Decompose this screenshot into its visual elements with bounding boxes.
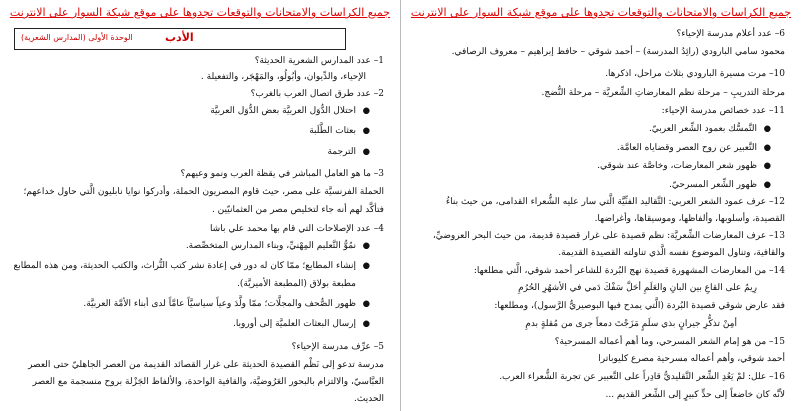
left-text-line: مطبعة بولاق (المطبعة الأميريَّة).	[237, 279, 356, 289]
bullet-icon: ●	[763, 180, 771, 190]
left-text-line: مدرسة تدعو إلى نَظْم القصيدة الحديثة على غرار القصائد القديمة من العصر الجاهليّ حتى العصر	[28, 360, 384, 370]
right-text-line: رِيمٌ على القاعِ بين البانِ والعَلَمِ أحَلَّ سَفْكَ دَمي في الأشهُرِ الحُرُمِ	[518, 283, 757, 293]
left-text-line: فتأكَّد لهم أنه جاء لتخليص مصر من العثمانيّين .	[211, 205, 384, 215]
right-text-line: 15– من هو إمام الشعر المسرحي، وما أهم أعماله المسرحية؟	[554, 337, 785, 347]
bullet-icon: ●	[763, 143, 771, 153]
unit-subtitle: الوحدة الأولى (المدارس الشعرية)	[21, 33, 133, 42]
bullet-icon: ●	[362, 319, 370, 329]
right-text-line: محمود سامي البارودي (رائِدُ المدرسة) – أحمد شوقي – حافظ إبراهيم – معروف الرصافي.	[451, 47, 785, 57]
left-text-line: بعثات الطَّلَبة	[309, 126, 356, 136]
left-text-line: الحملة الفرنسيَّة على مصر، حيث قاوم المصريون الحملة، وأدركوا نوايا نابليون الَّتي حاول خداعهم؛	[23, 187, 384, 197]
unit-title: الأدب	[165, 31, 194, 44]
right-text-line: أمِنْ تذكُّرِ جيرانٍ بذي سلَمٍ مَزَجْتَ دمعاً جرى من مُقلةٍ بدمِ	[525, 319, 737, 329]
left-text-line: العبَّاسيّ، والالتزام بالبحور العَرُوضيَّة، والقافية الواحدة، والألفاظ الجَزْلة بروح منسجمة مع العصر	[32, 377, 384, 387]
bullet-icon: ●	[362, 126, 370, 136]
right-text-line: التَّعبير عن روح العصر وقضاياه العامَّة.	[616, 143, 757, 153]
left-page-header: جميع الكراسات والامتحانات والتوقعات تجدوها على موقع شبكة السوار على الانترنت	[9, 6, 391, 19]
bullet-icon: ●	[362, 106, 370, 116]
right-text-line: ظهور شعر المعارضات، وخاصَّة عند شوقي.	[597, 161, 757, 171]
bullet-icon: ●	[763, 161, 771, 171]
right-text-line: التَّمسُّك بعمود الشِّعر العربيّ.	[648, 124, 757, 134]
left-text-line: ظهور الصُّحف والمجلَّات؛ ممّا ولَّدَ وعياً سياسيَّاً عامَّاً لدى أبناء الأمَّة العربيَّة.	[83, 299, 356, 309]
left-text-line: الحديث.	[354, 394, 384, 404]
left-text-line: الإحياء، والدِّيوان، وأبُولُو، والمَهْجَر، والتفعيلة .	[200, 72, 366, 82]
left-text-line: 3– ما هو العامل المباشر في يقظة العرب ونمو وعيهم؟	[180, 169, 384, 179]
left-text-line: 4– عدد الإصلاحات التي قام بها محمد علي باشا	[209, 224, 384, 234]
right-text-line: فقد عارض شوقي قصيدة البُردة (الَّتي يمدح فيها البوصيريُّ الرَّسول)، ومطلعها:	[494, 301, 785, 311]
left-text-line: الترجمة	[327, 147, 356, 157]
right-text-line: القصيدة، وأسلوبها، وألفاظها، وموسيقاها، وأغراضها.	[594, 214, 785, 224]
right-page	[401, 0, 801, 411]
left-text-line: 5– عرِّف مدرسة الإحياء؟	[291, 342, 384, 352]
right-page-header: جميع الكراسات والامتحانات والتوقعات تجدوها على موقع شبكة السوار على الانترنت	[410, 6, 792, 19]
right-text-line: 11– عدد خصائص مدرسة الإحياء:	[661, 106, 785, 116]
bullet-icon: ●	[763, 124, 771, 134]
left-text-line: 2– عدد طرق اتصال العرب بالغرب؟	[250, 89, 384, 99]
right-text-line: 16– علل: لمْ يَعُدِ الشِّعر التَّقليديُّ قادِراً على التَّعبير عن تجربة الشُّعراء العرب.	[499, 372, 785, 382]
left-page	[0, 0, 400, 411]
bullet-icon: ●	[362, 241, 370, 251]
right-text-line: 12– عرف عمود الشعر العربي: التَّقاليد الفنِّيَّة الَّتي سار عليه الشُّعراء القدامى، من حيث بناءُ	[445, 197, 785, 207]
right-text-line: ظهور الشِّعر المسرحيّ.	[669, 180, 757, 190]
unit-title-box	[14, 28, 346, 50]
left-text-line: نمُوُّ التَّعليم المِهْنيِّ، وبناء المدارس المتخصِّصة.	[185, 241, 356, 251]
left-text-line: 1– عدد المدارس الشعرية الحديثة؟	[254, 56, 384, 66]
bullet-icon: ●	[362, 147, 370, 157]
right-text-line: 6– عدد أعلام مدرسة الإحياء؟	[676, 29, 785, 39]
bullet-icon: ●	[362, 261, 370, 271]
left-text-line: احتلال الدُّوَل العربيَّة بعض الدُّوَل العربيَّة	[210, 106, 356, 116]
left-text-line: إنشاء المطابع؛ ممّا كان له دور في إعادة نشر كتب التُّراث، والكتب الحديثة، ومن هذه المطابع	[13, 261, 356, 271]
left-text-line: إرسال البعثات العلميَّة إلى أوروبا.	[232, 319, 356, 329]
right-text-line: 13– عرف المعارضات الشِّعريَّة: نظم قصيدة على غرار قصيدة قديمة، من حيث البحر العروضيِّ،	[432, 231, 785, 241]
right-text-line: والقافية، وتناول الموضوع نفسه الَّذي تناولته القصيدة القديمة.	[558, 248, 785, 258]
right-text-line: 14– من المعارضات المشهورة قصيدة نهج البُردة للشاعر أحمد شوقي، الَّتي مطلعها:	[473, 266, 785, 276]
right-text-line: لأنَّه كان خاضعاً إلى حدٍّ كبيرٍ إلى الشِّعر القديم ...	[605, 390, 785, 400]
right-text-line: 10– مرت مسيرة البارودي بثلاث مراحل، اذكرها.	[605, 69, 785, 79]
right-text-line: أحمد شوقي، وأهم أعماله مسرحية مصرع كليوباترا	[598, 354, 785, 364]
bullet-icon: ●	[362, 299, 370, 309]
right-text-line: مرحلة التدريبِ – مرحلة نظم المعارضاتِ الشِّعريَّة – مرحلة النُّضج.	[541, 88, 785, 98]
